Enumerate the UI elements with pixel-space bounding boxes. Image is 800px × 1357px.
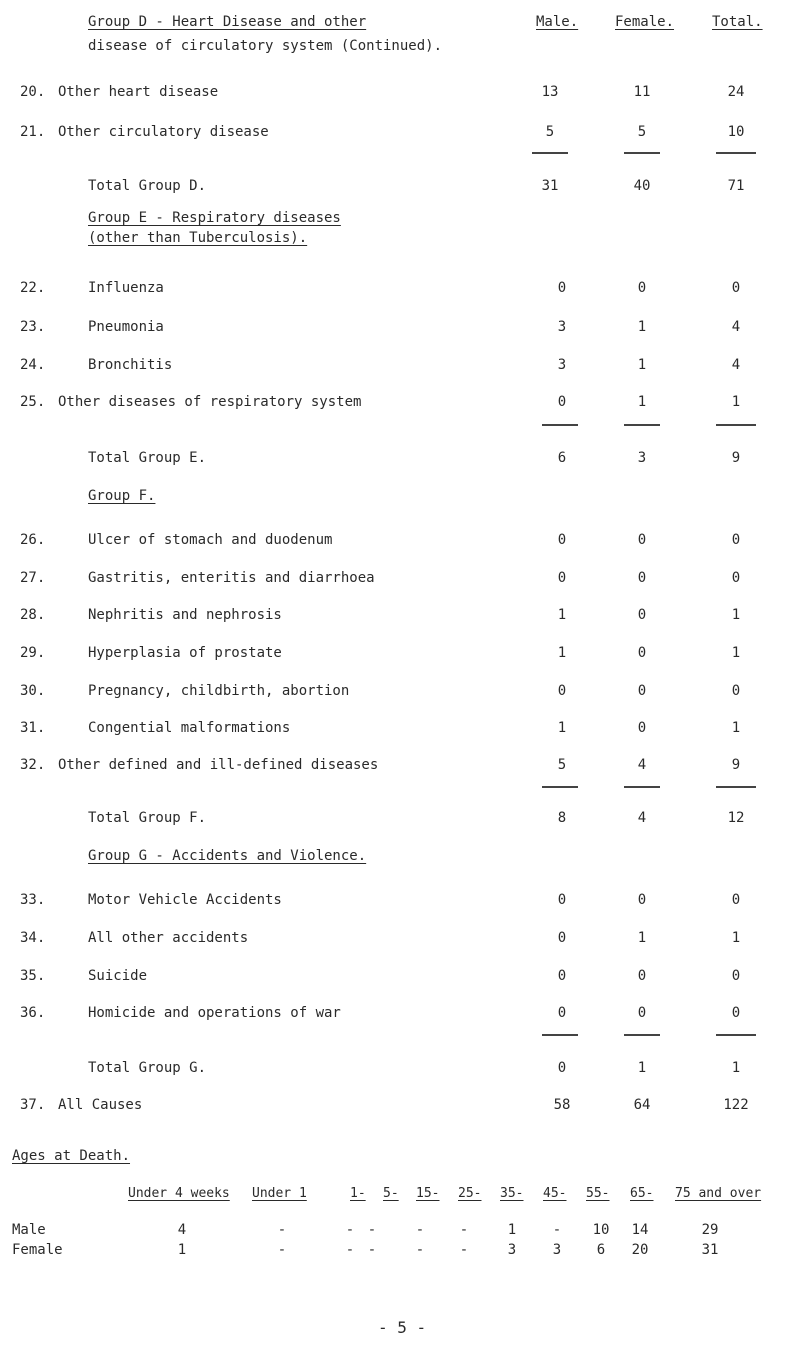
ages-column-header: 45- [543, 1186, 567, 1201]
ages-cell: 31 [701, 1242, 719, 1258]
row-label: Gastritis, enteritis and diarrhoea [88, 570, 375, 586]
subtotal-rule [532, 152, 568, 154]
female-value: 11 [633, 84, 651, 100]
female-value: 0 [637, 892, 647, 908]
subtotal-rule [716, 424, 756, 426]
row-number: 31. [20, 720, 46, 736]
total-value: 1 [731, 720, 741, 736]
ages-column-header: 65- [630, 1186, 654, 1201]
total-value: 122 [723, 1097, 749, 1113]
ages-column-header: 1- [350, 1186, 366, 1201]
subtotal-rule [542, 786, 578, 788]
ages-row-label-female: Female [12, 1242, 63, 1258]
total-value: 1 [731, 930, 741, 946]
ages-column-header: Under 4 weeks [128, 1186, 230, 1201]
ages-cell: 3 [552, 1242, 562, 1258]
male-value: 13 [541, 84, 559, 100]
male-value: 0 [557, 930, 567, 946]
male-value: 3 [557, 319, 567, 335]
subtotal-rule [542, 1034, 578, 1036]
female-value: 0 [637, 607, 647, 623]
total-value: 0 [731, 532, 741, 548]
row-label: Other defined and ill-defined diseases [58, 757, 379, 773]
male-value: 0 [557, 1005, 567, 1021]
subtotal-rule [716, 152, 756, 154]
ages-cell: - [345, 1222, 355, 1238]
column-header-total: Total. [712, 14, 763, 30]
ages-cell: 1 [507, 1222, 517, 1238]
subtotal-rule [716, 1034, 756, 1036]
male-value: 0 [557, 1060, 567, 1076]
ages-cell: 29 [701, 1222, 719, 1238]
row-number: 29. [20, 645, 46, 661]
page-number: - 5 - [378, 1318, 427, 1337]
ages-cell: - [345, 1242, 355, 1258]
row-number: 37. [20, 1097, 46, 1113]
row-number: 36. [20, 1005, 46, 1021]
group-f-heading: Group F. [88, 488, 156, 504]
subtotal-rule [716, 786, 756, 788]
all-causes-label: All Causes [58, 1097, 143, 1113]
total-value: 1 [731, 607, 741, 623]
group-d-title-line2: disease of circulatory system (Continued). [88, 38, 443, 54]
total-value: 4 [731, 357, 741, 373]
total-group-f-label: Total Group F. [88, 810, 207, 826]
ages-row-label-male: Male [12, 1222, 46, 1238]
male-value: 1 [557, 645, 567, 661]
male-value: 0 [557, 394, 567, 410]
row-number: 32. [20, 757, 46, 773]
male-value: 0 [557, 683, 567, 699]
total-value: 24 [727, 84, 745, 100]
total-value: 0 [731, 280, 741, 296]
row-number: 33. [20, 892, 46, 908]
female-value: 1 [637, 930, 647, 946]
female-value: 0 [637, 645, 647, 661]
ages-cell: 1 [177, 1242, 187, 1258]
total-value: 0 [731, 570, 741, 586]
row-number: 26. [20, 532, 46, 548]
male-value: 6 [557, 450, 567, 466]
row-number: 24. [20, 357, 46, 373]
ages-column-header: 55- [586, 1186, 610, 1201]
total-value: 1 [731, 394, 741, 410]
group-g-heading: Group G - Accidents and Violence. [88, 848, 367, 864]
male-value: 58 [553, 1097, 571, 1113]
ages-at-death-title: Ages at Death. [12, 1148, 131, 1164]
total-group-g-label: Total Group G. [88, 1060, 207, 1076]
male-value: 5 [557, 757, 567, 773]
subtotal-rule [624, 786, 660, 788]
row-label: Congential malformations [88, 720, 291, 736]
subtotal-rule [624, 152, 660, 154]
row-label: Other heart disease [58, 84, 219, 100]
row-label: Motor Vehicle Accidents [88, 892, 282, 908]
row-label: Pregnancy, childbirth, abortion [88, 683, 350, 699]
female-value: 1 [637, 319, 647, 335]
ages-cell: - [459, 1242, 469, 1258]
row-number: 20. [20, 84, 46, 100]
total-value: 12 [727, 810, 745, 826]
total-value: 0 [731, 1005, 741, 1021]
row-label: All other accidents [88, 930, 249, 946]
ages-column-header: 15- [416, 1186, 440, 1201]
total-value: 10 [727, 124, 745, 140]
total-value: 9 [731, 757, 741, 773]
group-d-title-line1: Group D - Heart Disease and other [88, 14, 367, 30]
male-value: 8 [557, 810, 567, 826]
total-group-e-label: Total Group E. [88, 450, 207, 466]
male-value: 0 [557, 570, 567, 586]
total-value: 9 [731, 450, 741, 466]
ages-cell: - [459, 1222, 469, 1238]
female-value: 0 [637, 570, 647, 586]
total-value: 0 [731, 683, 741, 699]
ages-cell: 14 [631, 1222, 649, 1238]
total-value: 1 [731, 645, 741, 661]
ages-column-header: 75 and over [675, 1186, 762, 1201]
male-value: 31 [541, 178, 559, 194]
male-value: 3 [557, 357, 567, 373]
row-label: Homicide and operations of war [88, 1005, 341, 1021]
male-value: 0 [557, 532, 567, 548]
ages-column-header: 5- [383, 1186, 399, 1201]
column-header-female: Female. [615, 14, 675, 30]
ages-cell: - [415, 1222, 425, 1238]
total-value: 1 [731, 1060, 741, 1076]
ages-cell: - [415, 1242, 425, 1258]
row-label: Influenza [88, 280, 164, 296]
row-label: Pneumonia [88, 319, 164, 335]
total-value: 4 [731, 319, 741, 335]
column-header-male: Male. [536, 14, 579, 30]
row-label: Ulcer of stomach and duodenum [88, 532, 333, 548]
total-value: 71 [727, 178, 745, 194]
group-e-heading-line2: (other than Tuberculosis). [88, 230, 308, 246]
female-value: 0 [637, 968, 647, 984]
ages-cell: 20 [631, 1242, 649, 1258]
row-number: 25. [20, 394, 46, 410]
row-label: Nephritis and nephrosis [88, 607, 282, 623]
group-e-heading-line1: Group E - Respiratory diseases [88, 210, 341, 226]
row-number: 27. [20, 570, 46, 586]
row-label: Other circulatory disease [58, 124, 269, 140]
female-value: 40 [633, 178, 651, 194]
row-number: 30. [20, 683, 46, 699]
subtotal-rule [624, 424, 660, 426]
ages-cell: - [277, 1222, 287, 1238]
female-value: 0 [637, 683, 647, 699]
row-number: 34. [20, 930, 46, 946]
ages-column-header: 35- [500, 1186, 524, 1201]
row-label: Suicide [88, 968, 148, 984]
male-value: 1 [557, 607, 567, 623]
female-value: 3 [637, 450, 647, 466]
total-group-d-label: Total Group D. [88, 178, 207, 194]
subtotal-rule [624, 1034, 660, 1036]
ages-cell: 3 [507, 1242, 517, 1258]
female-value: 1 [637, 357, 647, 373]
female-value: 0 [637, 1005, 647, 1021]
ages-column-header: Under 1 [252, 1186, 307, 1201]
female-value: 4 [637, 757, 647, 773]
ages-cell: - [277, 1242, 287, 1258]
female-value: 0 [637, 280, 647, 296]
male-value: 0 [557, 280, 567, 296]
male-value: 0 [557, 892, 567, 908]
ages-cell: 6 [596, 1242, 606, 1258]
ages-column-header: 25- [458, 1186, 482, 1201]
row-number: 35. [20, 968, 46, 984]
row-number: 28. [20, 607, 46, 623]
female-value: 64 [633, 1097, 651, 1113]
total-value: 0 [731, 968, 741, 984]
female-value: 1 [637, 394, 647, 410]
row-number: 22. [20, 280, 46, 296]
female-value: 5 [637, 124, 647, 140]
row-label: Other diseases of respiratory system [58, 394, 362, 410]
ages-cell: - [367, 1222, 377, 1238]
row-label: Hyperplasia of prostate [88, 645, 282, 661]
female-value: 4 [637, 810, 647, 826]
subtotal-rule [542, 424, 578, 426]
ages-cell: 4 [177, 1222, 187, 1238]
ages-cell: - [367, 1242, 377, 1258]
row-number: 21. [20, 124, 46, 140]
row-label: Bronchitis [88, 357, 173, 373]
ages-cell: 10 [592, 1222, 610, 1238]
male-value: 0 [557, 968, 567, 984]
total-value: 0 [731, 892, 741, 908]
male-value: 5 [545, 124, 555, 140]
female-value: 0 [637, 532, 647, 548]
female-value: 1 [637, 1060, 647, 1076]
female-value: 0 [637, 720, 647, 736]
row-number: 23. [20, 319, 46, 335]
ages-cell: - [552, 1222, 562, 1238]
male-value: 1 [557, 720, 567, 736]
